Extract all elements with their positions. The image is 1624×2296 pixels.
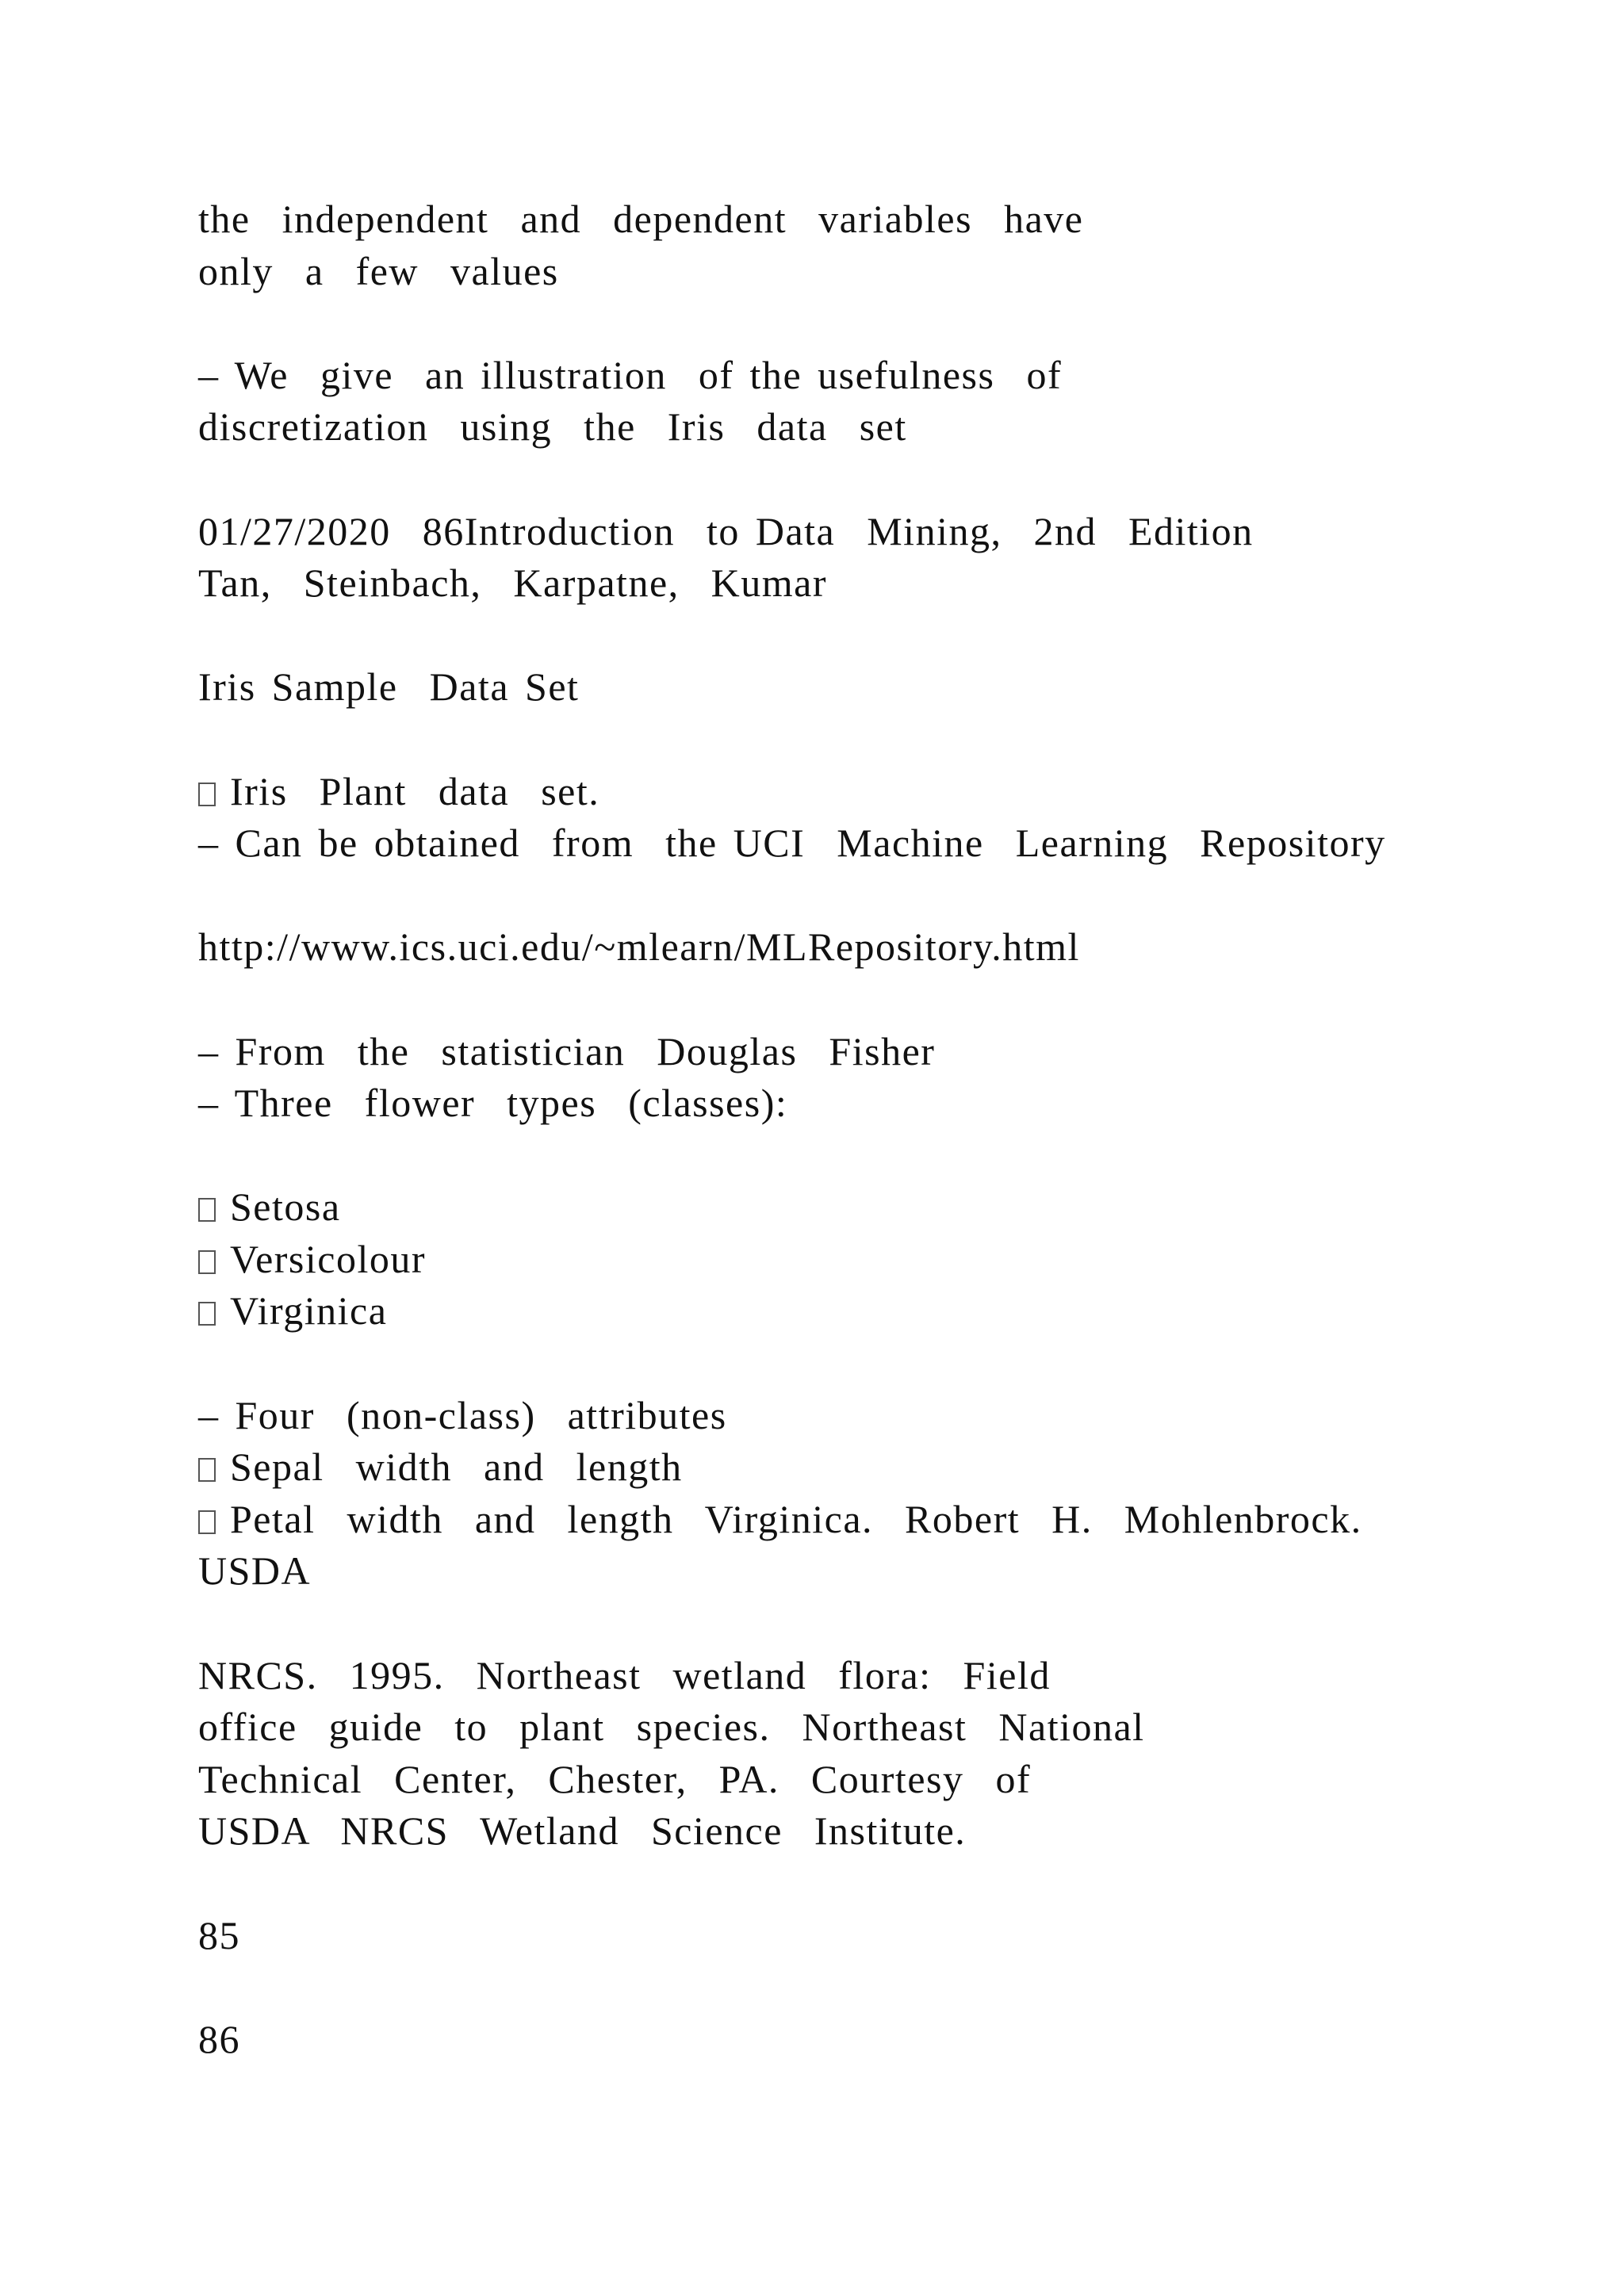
text-line [198, 1910, 1546, 1962]
text-line [198, 1754, 1546, 1806]
blank-line [198, 974, 1546, 1026]
line-text: 85 [198, 1912, 240, 1957]
document-body [198, 193, 1546, 2065]
missing-glyph-bullet-icon [198, 1198, 216, 1222]
text-line [198, 2014, 1546, 2066]
blank-line [198, 870, 1546, 922]
line-text: the independent and dependent variables have [198, 197, 1084, 241]
line-text: Petal width and length Virginica. Robert H. Mohlenbrock. [230, 1496, 1362, 1541]
text-line [198, 350, 1546, 402]
line-text: http://www.ics.uci.edu/~mlearn/MLRepository.html [198, 924, 1080, 970]
text-line [198, 1701, 1546, 1754]
line-text: Technical Center, Chester, PA. Courtesy of [198, 1756, 1032, 1801]
line-text: – We give an illustration of the usefulness of [198, 352, 1063, 397]
text-line [198, 193, 1546, 246]
text-line [198, 817, 1546, 870]
line-text: USDA [198, 1548, 312, 1594]
bullet-line [198, 1181, 1546, 1234]
line-text: Virginica [230, 1288, 388, 1334]
blank-line [198, 610, 1546, 662]
text-line [198, 921, 1546, 974]
bullet-line [198, 1441, 1546, 1494]
blank-line [198, 453, 1546, 506]
text-line [198, 246, 1546, 298]
blank-line [198, 1337, 1546, 1390]
missing-glyph-bullet-icon [198, 1458, 216, 1482]
line-text: – Can be obtained from the UCI Machine Learning Repository [198, 821, 1386, 866]
text-line [198, 557, 1546, 610]
blank-line [198, 1130, 1546, 1182]
line-text: 86 [198, 2016, 240, 2061]
missing-glyph-bullet-icon [198, 783, 216, 806]
text-line [198, 1545, 1546, 1598]
text-line [198, 1805, 1546, 1858]
line-text: Sepal width and length [230, 1445, 683, 1490]
blank-line [198, 1598, 1546, 1650]
blank-line [198, 1961, 1546, 2014]
line-text: Iris Sample Data Set [198, 664, 580, 710]
line-text: 01/27/2020 86Introduction to Data Mining, 2nd Edition [198, 508, 1254, 553]
line-text: office guide to plant species. Northeast National [198, 1705, 1145, 1750]
blank-line [198, 714, 1546, 766]
bullet-line [198, 1285, 1546, 1337]
line-text: – Three flower types (classes): [198, 1081, 788, 1126]
bullet-line [198, 1234, 1546, 1286]
line-text: – Four (non-class) attributes [198, 1392, 727, 1437]
line-text: NRCS. 1995. Northeast wetland flora: Field [198, 1652, 1051, 1697]
text-line [198, 1026, 1546, 1078]
line-text: Iris Plant data set. [230, 768, 600, 813]
text-line [198, 1390, 1546, 1442]
line-text: Tan, Steinbach, Karpatne, Kumar [198, 561, 827, 606]
blank-line [198, 1858, 1546, 1910]
line-text: Setosa [230, 1184, 341, 1230]
bullet-line [198, 1494, 1546, 1546]
line-text: – From the statistician Douglas Fisher [198, 1028, 936, 1073]
missing-glyph-bullet-icon [198, 1250, 216, 1274]
line-text: Versicolour [230, 1236, 426, 1281]
text-line [198, 1650, 1546, 1702]
line-text: only a few values [198, 248, 559, 293]
line-text: USDA NRCS Wetland Science Institute. [198, 1808, 967, 1854]
text-line [198, 1077, 1546, 1130]
text-line [198, 661, 1546, 714]
text-line [198, 401, 1546, 453]
text-line [198, 506, 1546, 558]
blank-line [198, 297, 1546, 350]
missing-glyph-bullet-icon [198, 1510, 216, 1534]
missing-glyph-bullet-icon [198, 1302, 216, 1326]
bullet-line [198, 766, 1546, 818]
line-text: discretization using the Iris data set [198, 404, 907, 450]
